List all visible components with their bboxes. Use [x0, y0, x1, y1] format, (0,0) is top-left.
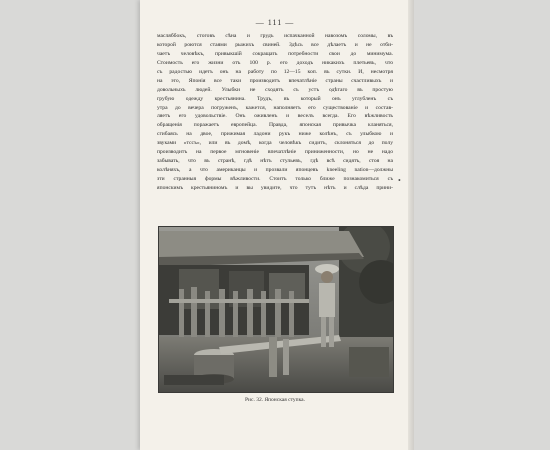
- text-line: чаетъ человѣкъ, привыкшій сокращать потребности свои до минимума.: [157, 50, 393, 57]
- text-line: на это, Японія все таки производитъ впечатлѣніе страны счастливыхъ и: [157, 77, 393, 84]
- text-line: Стоимость его жизни отъ 100 р. его доходъ никакихъ плетьевъ, что: [157, 59, 393, 66]
- text-line: грубую одежду крестьянина. Трудъ, въ который онъ углубленъ съ: [157, 95, 393, 102]
- text-line: масляббокъ, стоговъ сѣна и грудъ испачканной навозомъ соломы, въ: [157, 33, 393, 39]
- text-line: производитъ на первое мгновеніе впечатлѣніе приниженности, но не надо: [157, 149, 393, 156]
- text-line: которой роются стаями рыжихъ свиней. Здѣсь все дѣлаетъ и не отби-: [157, 41, 393, 48]
- text-line: забывать, что въ странѣ, гдѣ нѣтъ стульевъ, гдѣ всѣ сидятъ, стоя на: [157, 158, 393, 165]
- text-line: звуками «тссъ», или въ домѣ, когда человѣкъ сидитъ, склоняться до полу: [157, 140, 393, 147]
- body-text: [157, 32, 393, 193]
- text-line: довольныхъ людей. Улыбки не сходятъ съ устъ одѣтаго въ простую: [157, 86, 393, 93]
- book-page: [140, 0, 410, 450]
- text-line: сгибаясь на двое, прижимая ладони рукъ ниже колѣнъ, съ улыбкою и: [157, 131, 393, 138]
- text-line: зти странныя формы вѣжливости. Стоитъ только ближе познакомиться съ: [157, 176, 393, 182]
- page-edge: [408, 0, 414, 450]
- photo-japanese-mortar: [159, 227, 393, 392]
- margin-mark: •: [398, 176, 401, 185]
- text-line: обращенія поражаетъ европейца. Правда, японская привычка кланяться,: [157, 122, 393, 129]
- text-line: утра до вечера погруженъ, кажется, наполняетъ его существованіе и состав-: [157, 104, 393, 111]
- text-line: японскимъ крестьяниномъ и вы увидите, что тутъ нѣтъ и слѣда прини-: [157, 184, 393, 191]
- text-line: колѣняхъ, а что американцы и прозвали японцевъ kneeling nation—должны: [157, 167, 393, 174]
- page-number: — 111 —: [255, 18, 295, 27]
- text-line: съ радостью идетъ онъ на работу по 12—15 коп. въ сутки. И, несмотря: [157, 68, 393, 75]
- photo-figure: [158, 226, 394, 393]
- figure-caption: Рис. 32. Японская ступка.: [245, 397, 305, 403]
- text-line: ляетъ его удовольствіе. Онъ оживленъ и веселъ всегда. Его вѣжливость: [157, 113, 393, 120]
